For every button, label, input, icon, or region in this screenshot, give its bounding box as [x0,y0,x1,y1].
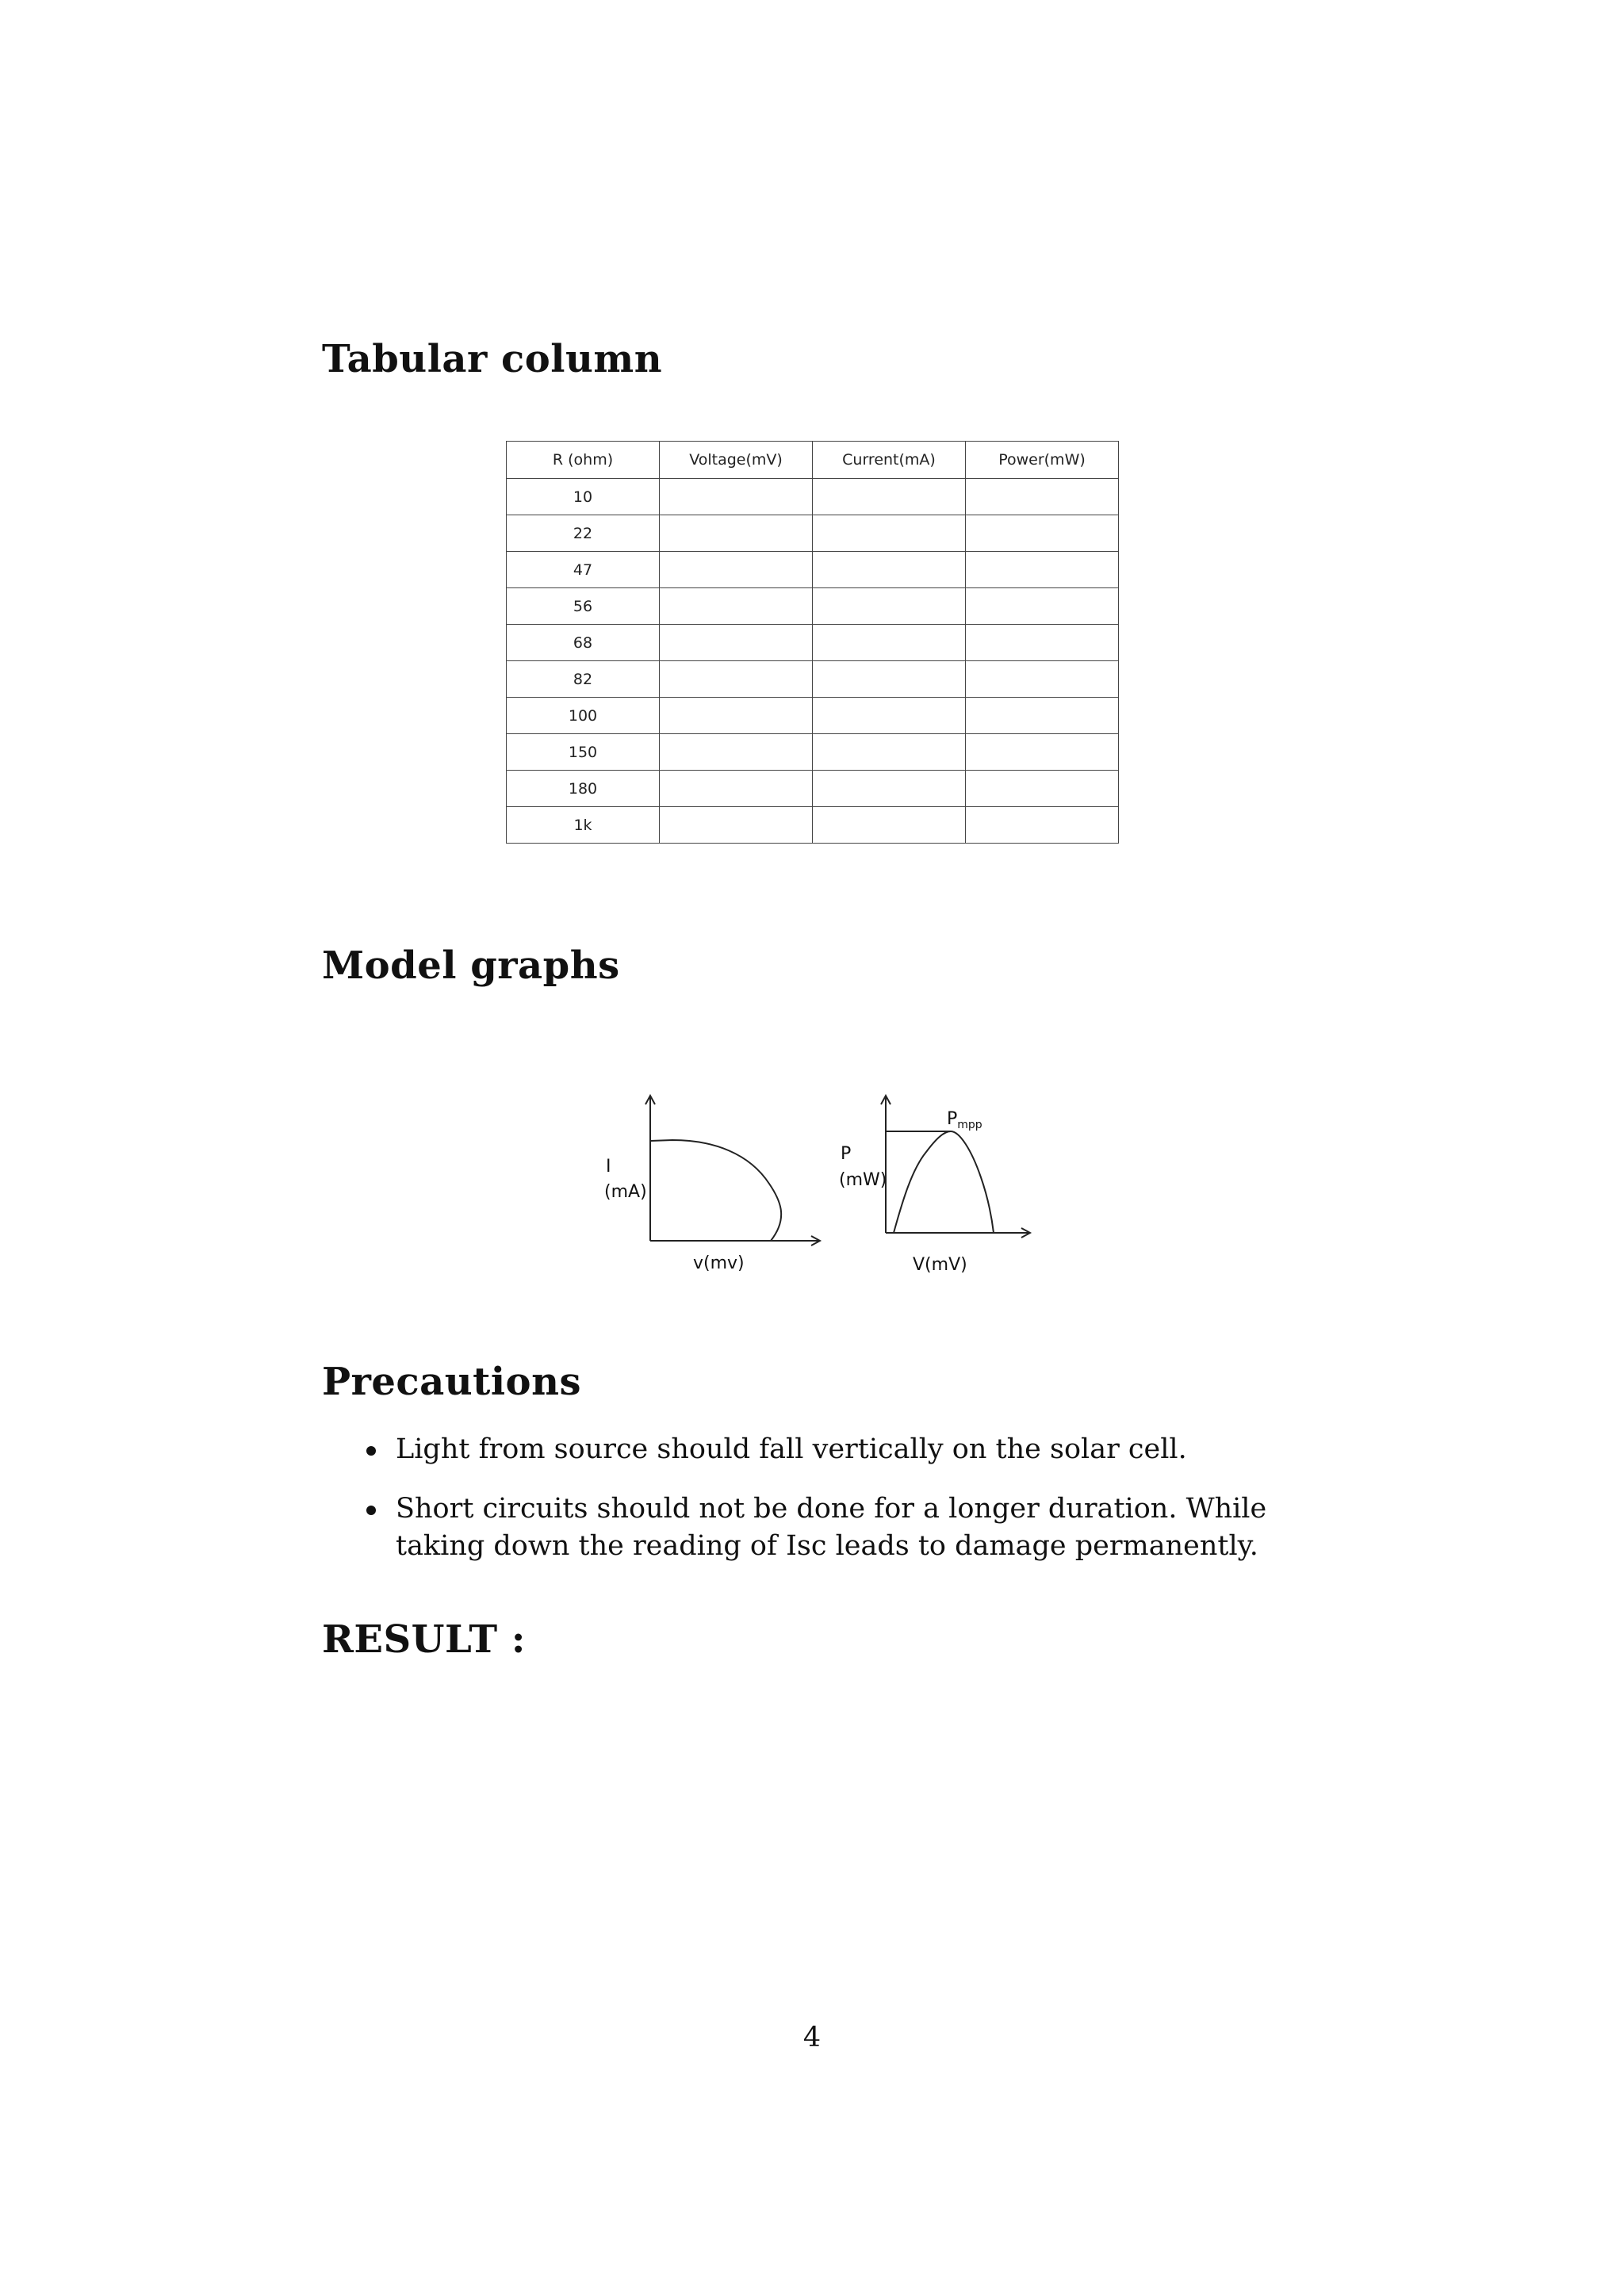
pv-ylabel-line2: (mW) [839,1170,887,1190]
table-row [507,625,1119,661]
column-header-resistance: R (ohm) [507,442,660,479]
current-cell [813,625,966,661]
column-header-voltage: Voltage(mV) [660,442,813,479]
current-cell [813,734,966,771]
section-heading-precautions: Precautions [322,1360,581,1404]
pv-ylabel-line1: P [841,1144,852,1164]
iv-xlabel: v(mv) [693,1253,745,1273]
section-heading-tabular-column: Tabular column [322,337,663,381]
column-header-current: Current(mA) [813,442,966,479]
current-cell [813,588,966,625]
page-number: 4 [802,2022,822,2053]
voltage-cell [660,479,813,515]
table-row [507,515,1119,552]
precaution-text: Short circuits should not be done for a longer duration. While taking down the reading of Isc leads to damage permanently. [396,1493,1267,1562]
power-cell [966,479,1119,515]
current-cell [813,807,966,844]
power-cell [966,625,1119,661]
list-item [366,1490,1350,1565]
power-cell [966,734,1119,771]
precaution-text: Light from source should fall vertically on the solar cell. [396,1433,1187,1465]
resistance-cell: 180 [507,771,660,807]
iv-ylabel-line1: I [606,1157,611,1177]
table-row [507,552,1119,588]
table-row [507,479,1119,515]
voltage-cell [660,661,813,698]
voltage-cell [660,698,813,734]
column-header-power: Power(mW) [966,442,1119,479]
table-row [507,588,1119,625]
bullet-icon [366,1446,376,1456]
resistance-cell: 10 [507,479,660,515]
power-cell [966,552,1119,588]
voltage-cell [660,734,813,771]
voltage-cell [660,807,813,844]
resistance-cell: 1k [507,807,660,844]
list-item [366,1431,1350,1468]
voltage-cell [660,552,813,588]
power-cell [966,661,1119,698]
table-header-row [507,442,1119,479]
power-cell [966,588,1119,625]
current-cell [813,515,966,552]
resistance-cell: 47 [507,552,660,588]
table-row [507,698,1119,734]
voltage-cell [660,515,813,552]
power-cell [966,698,1119,734]
power-cell [966,807,1119,844]
bullet-icon [366,1506,376,1515]
iv-curve [650,1140,781,1241]
table-row [507,771,1119,807]
pmpp-label: $P_{mpp}$ [947,1109,982,1131]
pv-xlabel: V(mV) [913,1255,967,1275]
table-row [507,661,1119,698]
current-cell [813,661,966,698]
current-cell [813,771,966,807]
power-cell [966,771,1119,807]
table-row [507,734,1119,771]
table-row [507,807,1119,844]
current-cell [813,698,966,734]
model-graphs-figure [587,1082,1047,1288]
power-cell [966,515,1119,552]
resistance-cell: 56 [507,588,660,625]
current-cell [813,479,966,515]
pv-curve [894,1131,994,1233]
resistance-cell: 150 [507,734,660,771]
voltage-cell [660,771,813,807]
section-heading-model-graphs: Model graphs [322,943,620,988]
iv-ylabel-line2: (mA) [604,1182,647,1202]
resistance-cell: 100 [507,698,660,734]
resistance-cell: 82 [507,661,660,698]
voltage-cell [660,625,813,661]
resistance-cell: 22 [507,515,660,552]
section-heading-result: RESULT : [322,1617,526,1662]
voltage-cell [660,588,813,625]
readings-table [506,441,1119,844]
current-cell [813,552,966,588]
precautions-list [366,1431,1350,1587]
resistance-cell: 68 [507,625,660,661]
